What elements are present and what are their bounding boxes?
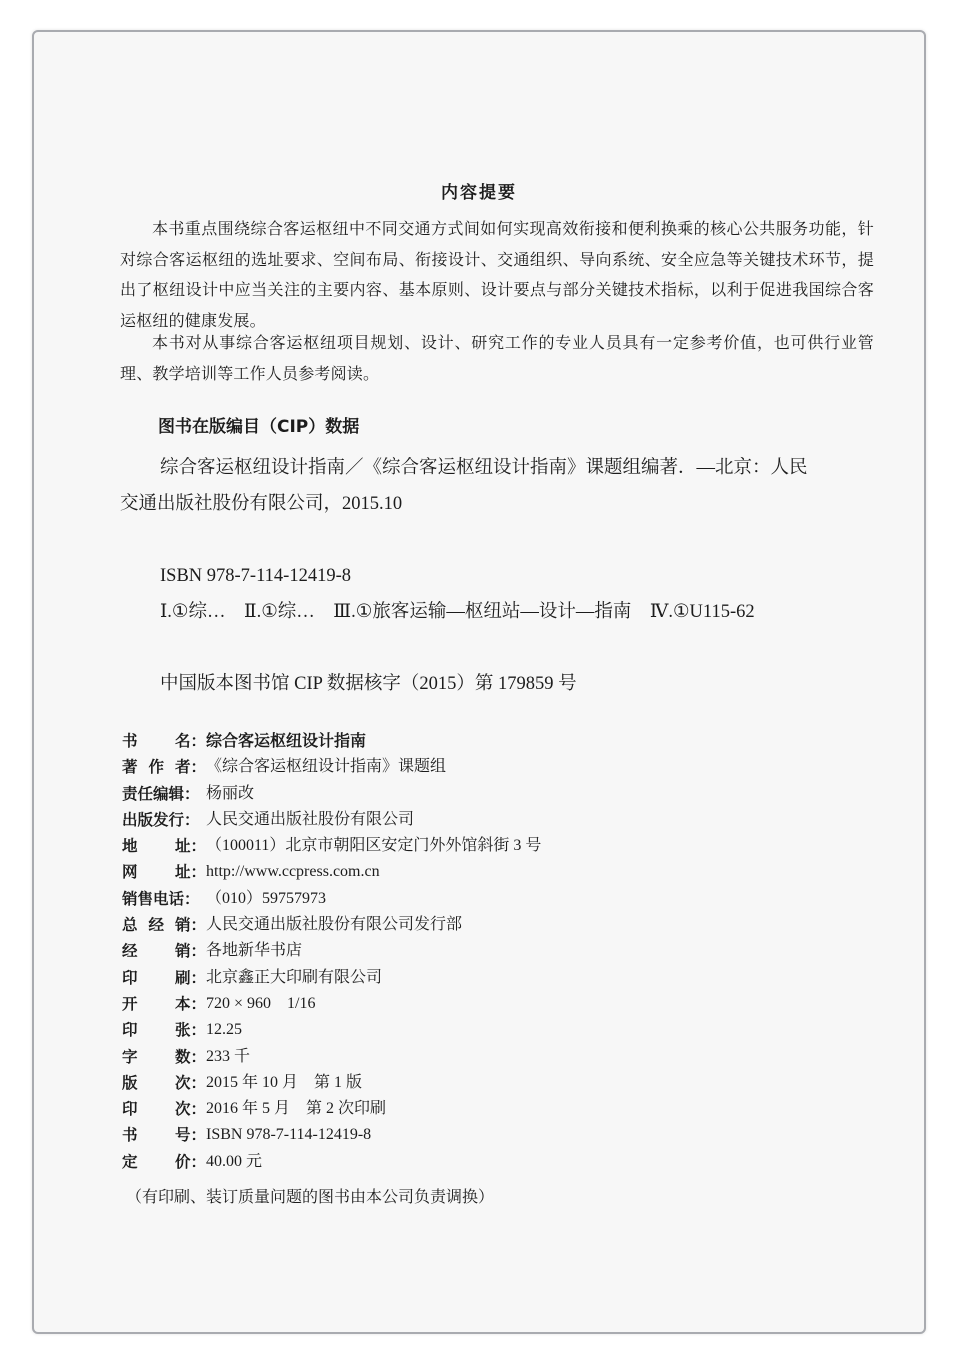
info-row — [122, 1070, 541, 1096]
info-value: 杨丽改 — [206, 784, 255, 802]
info-label-part: 书 — [122, 1126, 138, 1145]
info-label-part: 定 — [122, 1152, 138, 1171]
info-value: 720 × 960 1/16 — [206, 994, 316, 1012]
info-value: 北京鑫正大印刷有限公司 — [206, 968, 383, 986]
info-label — [122, 833, 206, 859]
info-label-part: 作 — [148, 758, 164, 777]
info-label-part: 开 — [122, 994, 138, 1013]
info-value: ISBN 978-7-114-12419-8 — [206, 1126, 372, 1144]
info-label — [122, 1122, 206, 1148]
info-label-part: 责任编辑： — [122, 784, 200, 803]
info-row — [122, 807, 541, 833]
info-value: 人民交通出版社股份有限公司发行部 — [206, 916, 463, 934]
info-label-part: 销售电话： — [122, 889, 200, 908]
info-value: （010）59757973 — [206, 889, 327, 907]
info-label-part: 著 — [122, 758, 138, 777]
info-label-part: 次： — [174, 1073, 206, 1092]
info-row — [122, 781, 541, 807]
replacement-note: （有印刷、装订质量问题的图书由本公司负责调换） — [126, 1189, 495, 1206]
cip-classification: Ⅰ.①综… Ⅱ.①综… Ⅲ.①旅客运输—枢纽站—设计—指南 Ⅳ.①U115-62 — [160, 602, 755, 622]
info-label — [122, 1096, 206, 1122]
info-row — [122, 991, 541, 1017]
info-row — [122, 859, 541, 885]
info-value: http://www.ccpress.com.cn — [206, 863, 380, 881]
info-label — [122, 938, 206, 964]
info-label-part: 总 — [122, 916, 138, 935]
info-label-part: 数： — [174, 1047, 206, 1066]
info-label — [122, 781, 206, 807]
cip-entry: 综合客运枢纽设计指南／《综合客运枢纽设计指南》课题组编著．—北京：人民交通出版社股份有限公司，2015.10 — [120, 458, 808, 514]
info-value: 各地新华书店 — [206, 942, 303, 960]
info-label-part: 地 — [122, 837, 138, 856]
info-row — [122, 1096, 541, 1122]
info-label — [122, 991, 206, 1017]
info-label — [122, 1017, 206, 1043]
info-label-part: 次： — [174, 1100, 206, 1119]
summary-paragraph-2: 本书对从事综合客运枢纽项目规划、设计、研究工作的专业人员具有一定参考价值，也可供行业管理、教学培训等工作人员参考阅读。 — [120, 333, 874, 383]
info-row — [122, 1122, 541, 1148]
info-label-part: 名： — [174, 732, 206, 750]
info-label-part: 张： — [174, 1021, 206, 1040]
info-row — [122, 1044, 541, 1070]
info-label-part: 本： — [174, 994, 206, 1013]
info-label — [122, 807, 206, 833]
summary-paragraph-1: 本书重点围绕综合客运枢纽中不同交通方式间如何实现高效衔接和便利换乘的核心公共服务功能，针对综合客运枢纽的选址要求、空间布局、衔接设计、交通组织、导向系统、安全应急等关键技术环节，提出了枢纽设计中应当关注的主要内容、基本原则、设计要点与部分关键技术指标，以利于促进我国综合客运枢纽的健康发展。 — [120, 219, 874, 330]
info-row — [122, 1149, 541, 1175]
info-label-part: 经 — [122, 942, 138, 961]
info-label-part: 者： — [174, 758, 206, 777]
info-label-part: 印 — [122, 968, 138, 987]
info-label-part: 版 — [122, 1073, 138, 1092]
info-label-part: 经 — [148, 916, 164, 935]
info-value: 2016 年 5 月 第 2 次印刷 — [206, 1100, 387, 1118]
info-label — [122, 965, 206, 991]
cip-verification: 中国版本图书馆 CIP 数据核字（2015）第 179859 号 — [160, 674, 577, 694]
info-label — [122, 1044, 206, 1070]
info-value: 人民交通出版社股份有限公司 — [206, 810, 415, 828]
info-row — [122, 912, 541, 938]
info-value: 233 千 — [206, 1047, 251, 1065]
cip-isbn: ISBN 978-7-114-12419-8 — [160, 566, 351, 586]
info-value: 12.25 — [206, 1021, 242, 1039]
info-value: （100011）北京市朝阳区安定门外外馆斜街 3 号 — [206, 837, 542, 855]
info-label-part: 销： — [174, 942, 206, 961]
info-value: 《综合客运枢纽设计指南》课题组 — [206, 758, 447, 776]
info-label — [122, 754, 206, 780]
info-label — [122, 1149, 206, 1175]
info-label-part: 出版发行： — [122, 810, 200, 829]
info-row — [122, 833, 541, 859]
info-label-part: 印 — [122, 1021, 138, 1040]
info-row — [122, 728, 541, 754]
info-label-part: 网 — [122, 863, 138, 882]
info-label-part: 刷： — [174, 968, 206, 987]
info-label-part: 销： — [174, 916, 206, 935]
info-row — [122, 965, 541, 991]
info-row — [122, 754, 541, 780]
summary-title: 内容提要 — [441, 183, 517, 203]
info-value: 40.00 元 — [206, 1152, 263, 1170]
info-value: 综合客运枢纽设计指南 — [206, 731, 367, 750]
info-label — [122, 1070, 206, 1096]
info-value: 2015 年 10 月 第 1 版 — [206, 1073, 363, 1091]
info-label — [122, 859, 206, 885]
info-label-part: 印 — [122, 1100, 138, 1119]
info-row — [122, 938, 541, 964]
copyright-page — [32, 30, 926, 1334]
cip-title: 图书在版编目（CIP）数据 — [158, 417, 360, 437]
info-label-part: 号： — [174, 1126, 206, 1145]
info-label-part: 价： — [174, 1152, 206, 1171]
info-label — [122, 886, 206, 912]
publication-info-list — [122, 728, 541, 1175]
info-label-part: 书 — [122, 732, 138, 750]
info-row — [122, 1017, 541, 1043]
info-label-part: 字 — [122, 1047, 138, 1066]
info-label — [122, 728, 206, 754]
info-label-part: 址： — [174, 863, 206, 882]
info-label — [122, 912, 206, 938]
info-row — [122, 886, 541, 912]
info-label-part: 址： — [174, 837, 206, 856]
